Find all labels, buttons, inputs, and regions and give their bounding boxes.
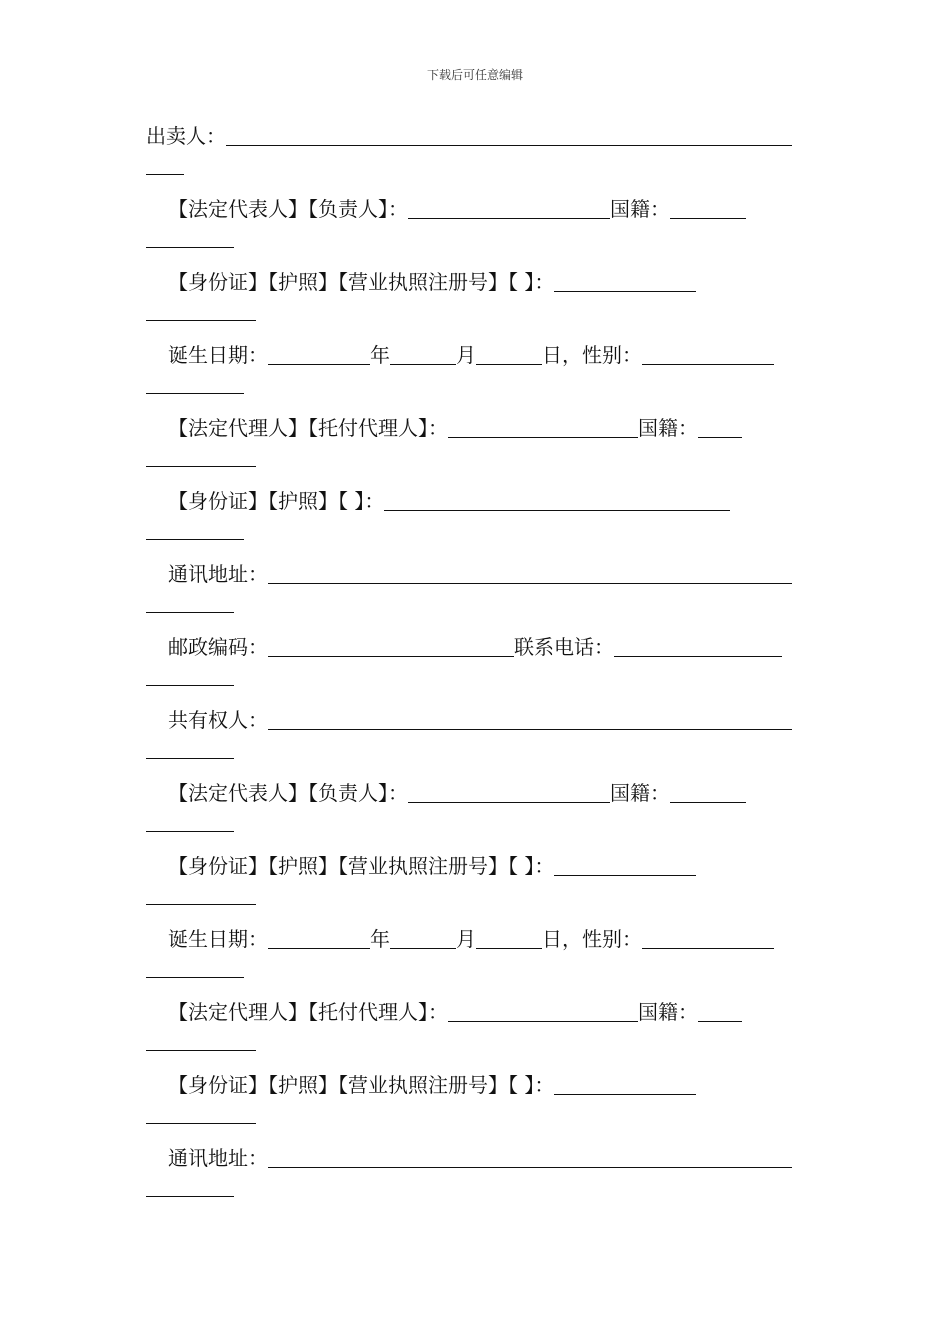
fill-blank[interactable]: [384, 490, 730, 511]
form-line: [146, 194, 806, 231]
fill-blank[interactable]: [146, 596, 234, 613]
form-line: [146, 997, 806, 1034]
field-label: 【法定代表人】【负责人】：: [168, 781, 408, 805]
field-label: 诞生日期：: [168, 927, 268, 951]
fill-blank[interactable]: [698, 1001, 742, 1022]
form-body: [146, 121, 806, 1216]
fill-blank[interactable]: [226, 125, 792, 146]
field-label: 国籍：: [638, 416, 698, 440]
fill-blank[interactable]: [146, 450, 256, 467]
field-label: 日，性别：: [542, 927, 642, 951]
field-label: 共有权人：: [168, 708, 268, 732]
fill-blank[interactable]: [268, 636, 514, 657]
line-continuation: [146, 888, 806, 924]
fill-blank[interactable]: [146, 158, 184, 175]
field-label: 年: [370, 927, 390, 951]
form-line: [146, 413, 806, 450]
fill-blank[interactable]: [146, 815, 234, 832]
field-label: 【法定代理人】【托付代理人】：: [168, 416, 448, 440]
field-label: 出卖人：: [146, 124, 226, 148]
field-label: 【法定代表人】【负责人】：: [168, 197, 408, 221]
field-label: 月: [456, 343, 476, 367]
line-continuation: [146, 669, 806, 705]
line-continuation: [146, 377, 806, 413]
fill-blank[interactable]: [268, 1147, 792, 1168]
fill-blank[interactable]: [268, 928, 370, 949]
field-label: 通讯地址：: [168, 1146, 268, 1170]
field-label: 【身份证】【护照】【营业执照注册号】【 】：: [168, 854, 555, 878]
line-continuation: [146, 1107, 806, 1143]
field-label: 联系电话：: [514, 635, 614, 659]
field-label: 月: [456, 927, 476, 951]
form-line: [146, 705, 806, 742]
field-label: 通讯地址：: [168, 562, 268, 586]
line-continuation: [146, 596, 806, 632]
form-line: [146, 559, 806, 596]
fill-blank[interactable]: [554, 271, 696, 292]
form-line: [146, 486, 806, 523]
fill-blank[interactable]: [554, 1074, 696, 1095]
form-line: [146, 121, 806, 158]
fill-blank[interactable]: [698, 417, 742, 438]
form-line: [146, 267, 806, 304]
fill-blank[interactable]: [408, 198, 610, 219]
fill-blank[interactable]: [448, 1001, 638, 1022]
form-line: [146, 778, 806, 815]
line-continuation: [146, 961, 806, 997]
fill-blank[interactable]: [146, 742, 234, 759]
field-label: 诞生日期：: [168, 343, 268, 367]
fill-blank[interactable]: [146, 1107, 256, 1124]
fill-blank[interactable]: [268, 563, 792, 584]
fill-blank[interactable]: [146, 669, 234, 686]
field-label: 国籍：: [610, 781, 670, 805]
line-continuation: [146, 815, 806, 851]
fill-blank[interactable]: [642, 928, 774, 949]
field-label: 【身份证】【护照】【营业执照注册号】【 】：: [168, 1073, 555, 1097]
fill-blank[interactable]: [268, 344, 370, 365]
fill-blank[interactable]: [642, 344, 774, 365]
fill-blank[interactable]: [146, 231, 234, 248]
fill-blank[interactable]: [408, 782, 610, 803]
fill-blank[interactable]: [146, 888, 256, 905]
fill-blank[interactable]: [146, 377, 244, 394]
field-label: 【身份证】【护照】【 】：: [168, 489, 385, 513]
line-continuation: [146, 523, 806, 559]
field-label: 国籍：: [638, 1000, 698, 1024]
field-label: 日，性别：: [542, 343, 642, 367]
line-continuation: [146, 1180, 806, 1216]
fill-blank[interactable]: [146, 523, 244, 540]
page-header: 下载后可任意编辑: [426, 68, 523, 82]
fill-blank[interactable]: [146, 961, 244, 978]
line-continuation: [146, 158, 806, 194]
fill-blank[interactable]: [268, 709, 792, 730]
fill-blank[interactable]: [146, 1034, 256, 1051]
line-continuation: [146, 742, 806, 778]
fill-blank[interactable]: [476, 928, 542, 949]
fill-blank[interactable]: [390, 928, 456, 949]
fill-blank[interactable]: [146, 1180, 234, 1197]
form-line: [146, 1070, 806, 1107]
fill-blank[interactable]: [614, 636, 782, 657]
form-line: [146, 851, 806, 888]
line-continuation: [146, 450, 806, 486]
line-continuation: [146, 1034, 806, 1070]
form-line: [146, 924, 806, 961]
form-line: [146, 632, 806, 669]
fill-blank[interactable]: [146, 304, 256, 321]
form-line: [146, 1143, 806, 1180]
fill-blank[interactable]: [554, 855, 696, 876]
fill-blank[interactable]: [670, 198, 746, 219]
fill-blank[interactable]: [670, 782, 746, 803]
fill-blank[interactable]: [476, 344, 542, 365]
fill-blank[interactable]: [390, 344, 456, 365]
field-label: 【身份证】【护照】【营业执照注册号】【 】：: [168, 270, 555, 294]
line-continuation: [146, 231, 806, 267]
field-label: 国籍：: [610, 197, 670, 221]
field-label: 年: [370, 343, 390, 367]
field-label: 【法定代理人】【托付代理人】：: [168, 1000, 448, 1024]
fill-blank[interactable]: [448, 417, 638, 438]
field-label: 邮政编码：: [168, 635, 268, 659]
form-line: [146, 340, 806, 377]
line-continuation: [146, 304, 806, 340]
